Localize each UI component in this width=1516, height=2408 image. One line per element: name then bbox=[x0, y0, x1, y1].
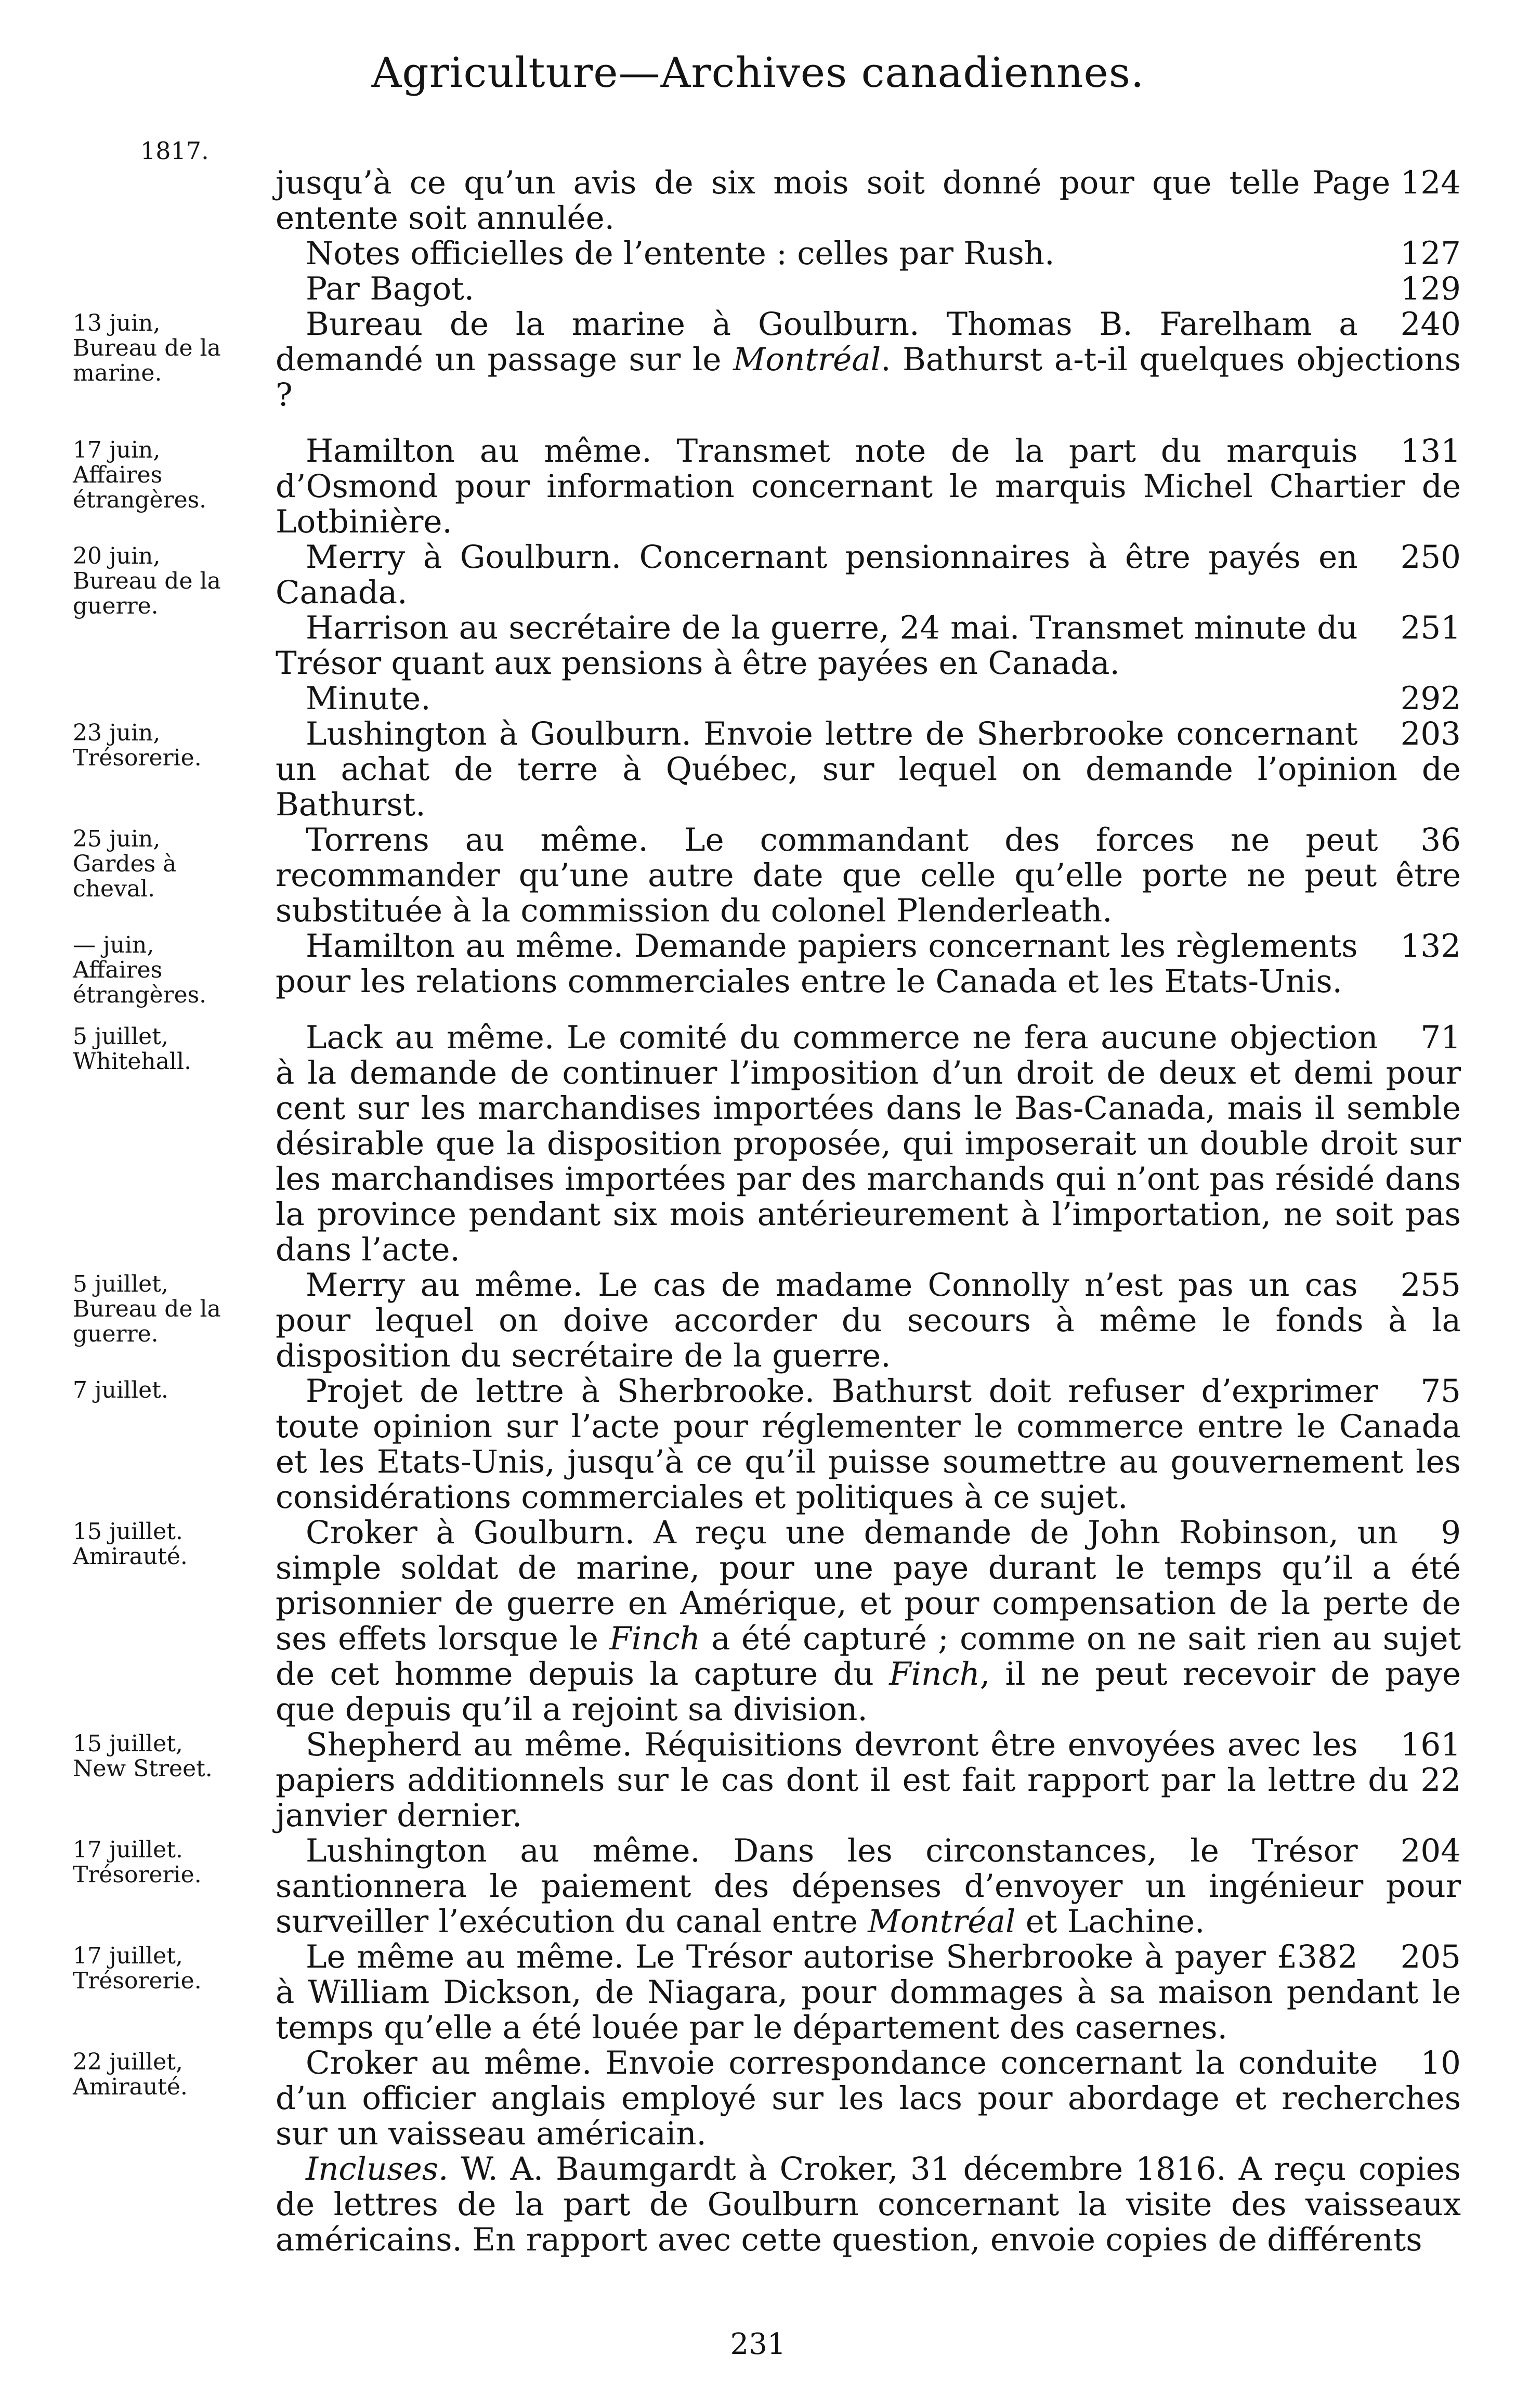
entry-paragraph bbox=[276, 540, 1461, 610]
margin-note-line: marine. bbox=[73, 360, 162, 386]
page-reference: 71 bbox=[1420, 1019, 1461, 1056]
entry-paragraph bbox=[276, 1727, 1461, 1833]
margin-note-line: 17 juin, bbox=[73, 437, 161, 463]
page-reference: 251 bbox=[1400, 609, 1461, 646]
entry-body bbox=[276, 1374, 1461, 1515]
margin-note-line: guerre. bbox=[73, 1321, 159, 1347]
margin-note bbox=[73, 1024, 250, 1074]
paragraph-text: Hamilton au même. Demande papiers concernant les règlements pour les relations commerciales entre le Canada et les Etats-Unis. bbox=[276, 928, 1358, 1000]
entry bbox=[73, 928, 1461, 1008]
entry-body bbox=[276, 165, 1461, 307]
margin-note-line: Bureau de la bbox=[73, 335, 221, 361]
entry bbox=[73, 2046, 1461, 2258]
margin-note-line: étrangères. bbox=[73, 982, 207, 1008]
margin-note bbox=[73, 933, 250, 1008]
paragraph-text: Hamilton au même. Transmet note de la part du marquis d’Osmond pour information concernant le marquis Michel Chartier de Lotbinière. bbox=[276, 433, 1461, 540]
margin-note bbox=[73, 2050, 250, 2100]
entry-paragraph bbox=[276, 236, 1461, 271]
entry-paragraph bbox=[276, 929, 1461, 999]
page-reference: 250 bbox=[1400, 539, 1461, 576]
paragraph-text: Torrens au même. Le commandant des forces ne peut recommander qu’une autre date que celle qu’elle porte ne peut être substituée à la commission du colonel Plenderleath. bbox=[276, 822, 1461, 929]
entry-paragraph bbox=[276, 1515, 1461, 1727]
entry bbox=[73, 717, 1461, 823]
entry bbox=[73, 1374, 1461, 1515]
entry-paragraph bbox=[276, 717, 1461, 823]
margin-note bbox=[73, 827, 250, 902]
margin-note bbox=[73, 1519, 250, 1569]
margin-note-line: cheval. bbox=[73, 876, 155, 902]
page-reference: 203 bbox=[1400, 715, 1461, 752]
margin-note-line: 5 juillet, bbox=[73, 1023, 168, 1050]
entry-paragraph bbox=[276, 1268, 1461, 1374]
margin-note-line: 17 juillet, bbox=[73, 1943, 183, 1969]
entry-body bbox=[276, 2046, 1461, 2258]
paragraph-text: Minute. bbox=[306, 680, 431, 717]
paragraph-text: Harrison au secrétaire de la guerre, 24 mai. Transmet minute du Trésor quant aux pensions à être payées en Canada. bbox=[276, 609, 1358, 682]
paragraph-text: Shepherd au même. Réquisitions devront être envoyées avec les papiers additionnels sur le cas dont il est fait rapport par la lettre du 22 janvier dernier. bbox=[276, 1726, 1461, 1834]
margin-note-line: 15 juillet. bbox=[73, 1518, 183, 1545]
margin-note bbox=[73, 544, 250, 619]
entry bbox=[73, 1727, 1461, 1833]
entry-paragraph bbox=[276, 1020, 1461, 1268]
entry bbox=[73, 307, 1461, 413]
margin-note bbox=[73, 1732, 250, 1781]
page-reference: 132 bbox=[1400, 928, 1461, 965]
entry-body bbox=[276, 1515, 1461, 1727]
margin-note bbox=[73, 1944, 250, 1994]
margin-note-line: Affaires bbox=[73, 462, 163, 488]
paragraph-text: Notes officielles de l’entente : celles par Rush. bbox=[306, 235, 1055, 272]
paragraph-text: Incluses. W. A. Baumgardt à Croker, 31 décembre 1816. A reçu copies de lettres de la part de Goulburn concernant la visite des vaisseaux américains. En rapport avec cette question, envoie copies de différents bbox=[276, 2151, 1461, 2258]
margin-note-line: Bureau de la bbox=[73, 568, 221, 594]
margin-note-line: Bureau de la bbox=[73, 1296, 221, 1322]
margin-note-line: 7 juillet. bbox=[73, 1377, 168, 1403]
entry bbox=[73, 1940, 1461, 2046]
entry-body bbox=[276, 540, 1461, 717]
page-reference: 10 bbox=[1420, 2045, 1461, 2081]
margin-note-line: guerre. bbox=[73, 593, 159, 619]
margin-note-line: Trésorerie. bbox=[73, 745, 202, 771]
entry-paragraph bbox=[276, 681, 1461, 717]
page-reference: Page 124 bbox=[1312, 164, 1461, 201]
margin-note-line: New Street. bbox=[73, 1755, 213, 1782]
entry-paragraph bbox=[276, 823, 1461, 929]
entry-body bbox=[276, 307, 1461, 413]
margin-note-line: Whitehall. bbox=[73, 1048, 192, 1075]
entry-body bbox=[276, 929, 1461, 999]
margin-note bbox=[73, 438, 250, 513]
paragraph-text: Merry au même. Le cas de madame Connolly n’est pas un cas pour lequel on doive accorder du secours à même le fonds à la disposition du secrétaire de la guerre. bbox=[276, 1267, 1461, 1374]
page-reference: 161 bbox=[1400, 1726, 1461, 1763]
entry-list bbox=[73, 165, 1461, 2258]
paragraph-text: Croker à Goulburn. A reçu une demande de John Robinson, un simple soldat de marine, pour une paye durant le temps qu’il a été prisonnier de guerre en Amérique, et pour compensation de la perte de ses effets lorsque le Finch a été capturé ; comme on ne sait rien au sujet de cet homme depuis la capture du Finch, il ne peut recevoir de paye que depuis qu’il a rejoint sa division. bbox=[276, 1514, 1461, 1728]
entry-body bbox=[276, 1268, 1461, 1374]
entry bbox=[73, 1833, 1461, 1940]
margin-note-line: 20 juin, bbox=[73, 543, 161, 569]
margin-note-line: Trésorerie. bbox=[73, 1968, 202, 1994]
margin-note-line: Gardes à bbox=[73, 851, 177, 877]
margin-note bbox=[73, 1838, 250, 1888]
margin-note-line: 17 juillet. bbox=[73, 1837, 183, 1863]
entry-body bbox=[276, 823, 1461, 929]
paragraph-text: Par Bagot. bbox=[306, 270, 475, 307]
page-reference: 129 bbox=[1400, 270, 1461, 307]
margin-note-line: 15 juillet, bbox=[73, 1730, 183, 1757]
entry bbox=[73, 1515, 1461, 1727]
page-reference: 292 bbox=[1400, 680, 1461, 717]
page-reference: 127 bbox=[1400, 235, 1461, 272]
page-number: 231 bbox=[730, 2327, 786, 2361]
page-reference: 131 bbox=[1400, 433, 1461, 470]
entry-body bbox=[276, 434, 1461, 540]
entry-paragraph bbox=[276, 165, 1461, 236]
paragraph-text: jusqu’à ce qu’un avis de six mois soit donné pour que telle entente soit annulée. bbox=[276, 164, 1300, 237]
page-reference: 9 bbox=[1441, 1514, 1461, 1551]
margin-note bbox=[73, 311, 250, 386]
entry-paragraph bbox=[276, 434, 1461, 540]
entry bbox=[73, 434, 1461, 540]
entry-body bbox=[276, 1727, 1461, 1833]
running-header: Agriculture—Archives canadiennes. bbox=[371, 48, 1145, 97]
paragraph-text: Lack au même. Le comité du commerce ne fera aucune objection à la demande de continuer l’imposition d’un droit de deux et demi pour cent sur les marchandises importées dans le Bas-Canada, mais il semble désirable que la disposition proposée, qui imposerait un double droit sur les marchandises importées par des marchands qui n’ont pas résidé dans la province pendant six mois antérieurement à l’importation, ne soit pas dans l’acte. bbox=[276, 1019, 1461, 1268]
entry-paragraph bbox=[276, 271, 1461, 307]
paragraph-text: Lushington à Goulburn. Envoie lettre de Sherbrooke concernant un achat de terre à Québec, sur lequel on demande l’opinion de Bathurst. bbox=[276, 715, 1461, 823]
entry bbox=[73, 1020, 1461, 1268]
page-reference: 36 bbox=[1420, 822, 1461, 858]
margin-note-line: 23 juin, bbox=[73, 720, 161, 746]
paragraph-text: Bureau de la marine à Goulburn. Thomas B. Farelham a demandé un passage sur le Montréal. Bathurst a-t-il quelques objections ? bbox=[276, 306, 1461, 413]
entry bbox=[73, 1268, 1461, 1374]
page-reference: 240 bbox=[1400, 306, 1461, 343]
page-reference: 255 bbox=[1400, 1267, 1461, 1304]
margin-note-line: Trésorerie. bbox=[73, 1862, 202, 1888]
entry-paragraph bbox=[276, 1833, 1461, 1940]
margin-note-line: — juin, bbox=[73, 932, 154, 958]
margin-note bbox=[73, 721, 250, 771]
entry bbox=[73, 540, 1461, 717]
entry-paragraph bbox=[276, 1374, 1461, 1515]
margin-note bbox=[73, 1378, 250, 1403]
entry-body bbox=[276, 1833, 1461, 1940]
entry-paragraph bbox=[276, 2046, 1461, 2152]
entry bbox=[73, 823, 1461, 929]
page-reference: 205 bbox=[1400, 1938, 1461, 1975]
margin-note-line: 13 juin, bbox=[73, 310, 161, 336]
margin-note-line: Affaires bbox=[73, 957, 163, 983]
entry-paragraph bbox=[276, 2152, 1461, 2258]
paragraph-text: Lushington au même. Dans les circonstances, le Trésor santionnera le paiement des dépenses d’envoyer un ingénieur pour surveiller l’exécution du canal entre Montréal et Lachine. bbox=[276, 1832, 1461, 1940]
paragraph-text: Croker au même. Envoie correspondance concernant la conduite d’un officier anglais employé sur les lacs pour abordage et recherches sur un vaisseau américain. bbox=[276, 2045, 1461, 2152]
entry-paragraph bbox=[276, 1940, 1461, 2046]
entry-paragraph bbox=[276, 610, 1461, 681]
margin-note-line: 5 juillet, bbox=[73, 1271, 168, 1297]
paragraph-text: Merry à Goulburn. Concernant pensionnaires à être payés en Canada. bbox=[276, 539, 1358, 611]
margin-note-line: Amirauté. bbox=[73, 2074, 188, 2100]
margin-note-line: Amirauté. bbox=[73, 1543, 188, 1570]
year-label: 1817. bbox=[140, 137, 209, 165]
entry-paragraph bbox=[276, 307, 1461, 413]
page-reference: 204 bbox=[1400, 1832, 1461, 1869]
entry-body bbox=[276, 1940, 1461, 2046]
margin-note-line: 25 juin, bbox=[73, 826, 161, 852]
entry-body bbox=[276, 717, 1461, 823]
margin-note bbox=[73, 1272, 250, 1347]
entry-body bbox=[276, 1020, 1461, 1268]
margin-note-line: étrangères. bbox=[73, 487, 207, 513]
margin-note-line: 22 juillet, bbox=[73, 2049, 183, 2075]
entry bbox=[73, 165, 1461, 307]
page-reference: 75 bbox=[1420, 1373, 1461, 1410]
paragraph-text: Projet de lettre à Sherbrooke. Bathurst doit refuser d’exprimer toute opinion sur l’acte pour réglementer le commerce entre le Canada et les Etats-Unis, jusqu’à ce qu’il puisse soumettre au gouvernement les considérations commerciales et politiques à ce sujet. bbox=[276, 1373, 1461, 1516]
paragraph-text: Le même au même. Le Trésor autorise Sherbrooke à payer £382 à William Dickson, de Niagara, pour dommages à sa maison pendant le temps qu’elle a été louée par le département des casernes. bbox=[276, 1938, 1461, 2046]
